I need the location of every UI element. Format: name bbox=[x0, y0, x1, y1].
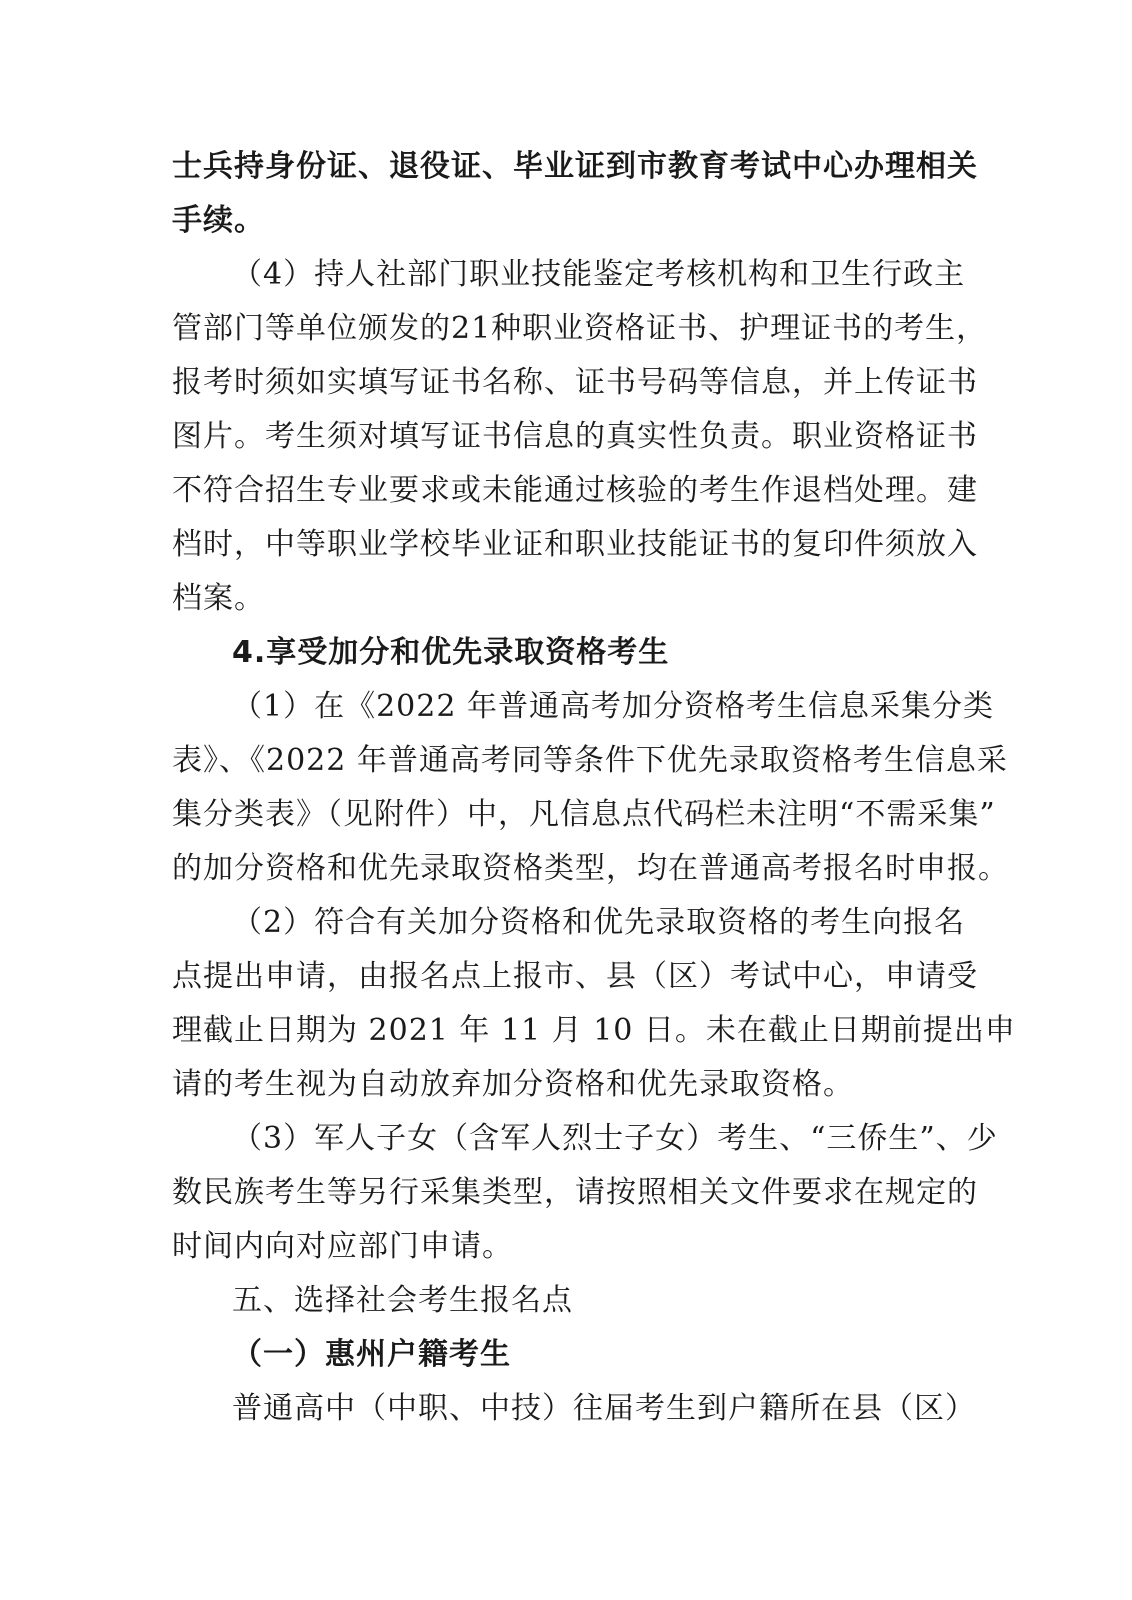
text-line: 点提出申请，由报名点上报市、县（区）考试中心，申请受 bbox=[172, 959, 978, 994]
text-line: 士兵持身份证、退役证、毕业证到市教育考试中心办理相关 bbox=[172, 149, 978, 184]
text-line: 表》、《2022 年普通高考同等条件下优先录取资格考生信息采 bbox=[172, 743, 1008, 778]
text-line: 请的考生视为自动放弃加分资格和优先录取资格。 bbox=[172, 1067, 854, 1102]
text-line: 不符合招生专业要求或未能通过核验的考生作退档处理。建 bbox=[172, 473, 978, 508]
text-line: 图片。考生须对填写证书信息的真实性负责。职业资格证书 bbox=[172, 419, 978, 454]
paragraph-start-line: （2）符合有关加分资格和优先录取资格的考生向报名 bbox=[232, 905, 966, 940]
document-body bbox=[172, 140, 1016, 1436]
section-heading: 4.享受加分和优先录取资格考生 bbox=[232, 635, 670, 670]
text-line: 管部门等单位颁发的21种职业资格证书、护理证书的考生， bbox=[172, 311, 988, 346]
paragraph-start-line: 普通高中（中职、中技）往届考生到户籍所在县（区） bbox=[232, 1391, 976, 1426]
subsection-heading: （一）惠州户籍考生 bbox=[232, 1337, 511, 1372]
text-line: 档时，中等职业学校毕业证和职业技能证书的复印件须放入 bbox=[172, 527, 978, 562]
text-line: 理截止日期为 2021 年 11 月 10 日。未在截止日期前提出申 bbox=[172, 1013, 1016, 1048]
text-line: 数民族考生等另行采集类型，请按照相关文件要求在规定的 bbox=[172, 1175, 978, 1210]
text-line: 手续。 bbox=[172, 203, 265, 238]
text-line: 集分类表》（见附件）中，凡信息点代码栏未注明“不需采集” bbox=[172, 797, 996, 832]
chapter-heading: 五、选择社会考生报名点 bbox=[232, 1283, 573, 1318]
text-line: 时间内向对应部门申请。 bbox=[172, 1229, 513, 1264]
paragraph-start-line: （3）军人子女（含军人烈士子女）考生、“三侨生”、少 bbox=[232, 1121, 998, 1156]
text-line: 档案。 bbox=[172, 581, 265, 616]
text-line: 报考时须如实填写证书名称、证书号码等信息，并上传证书 bbox=[172, 365, 978, 400]
text-line: 的加分资格和优先录取资格类型，均在普通高考报名时申报。 bbox=[172, 851, 1009, 886]
paragraph-start-line: （4）持人社部门职业技能鉴定考核机构和卫生行政主 bbox=[232, 257, 966, 292]
paragraph-start-line: （1）在《2022 年普通高考加分资格考生信息采集分类 bbox=[232, 689, 994, 724]
